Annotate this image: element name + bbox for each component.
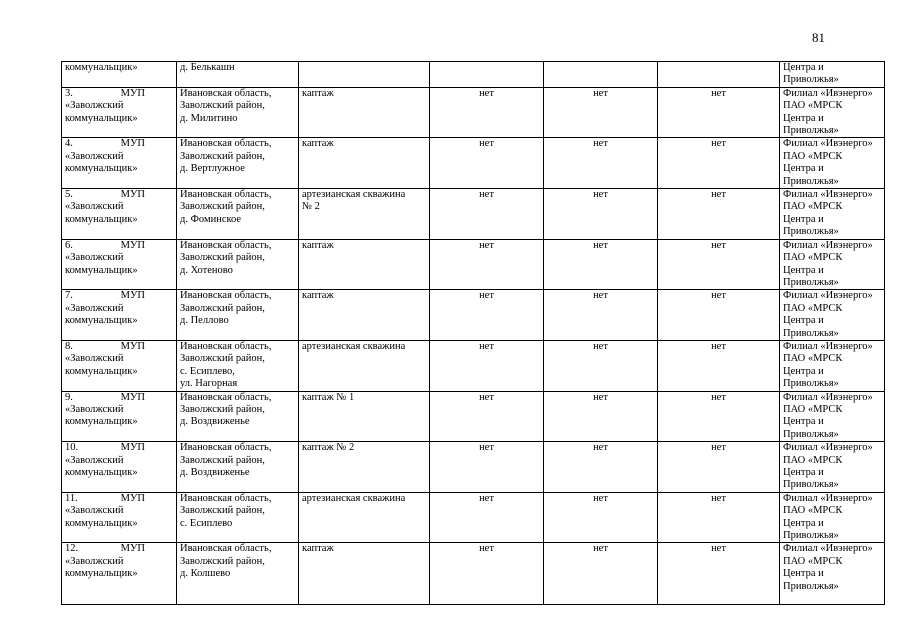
status-cell: нет — [544, 391, 658, 442]
status-cell: нет — [658, 442, 780, 493]
table-row — [62, 189, 885, 240]
owner-cell — [780, 543, 885, 605]
org-name-line: коммунальщик» — [65, 112, 138, 124]
owner-cell-line: Центра и — [783, 568, 824, 580]
address-cell-line: Заволжский район, — [180, 555, 265, 567]
address-cell-line: ул. Нагорная — [180, 378, 238, 390]
status-cell: нет — [658, 492, 780, 543]
status-cell: нет — [430, 87, 544, 138]
object-cell — [299, 138, 430, 189]
org-name-line: «Заволжский — [65, 150, 124, 162]
status-cell: нет — [658, 290, 780, 341]
owner-cell-line: ПАО «МРСК — [783, 555, 843, 567]
org-cell — [62, 290, 177, 341]
org-type: МУП — [120, 138, 145, 150]
owner-cell — [780, 62, 885, 88]
org-cell — [62, 340, 177, 391]
owner-cell — [780, 340, 885, 391]
row-number-line — [65, 240, 173, 252]
address-cell-line: д. Колшево — [180, 568, 231, 580]
org-name-line: коммунальщик» — [65, 365, 138, 377]
address-cell — [177, 87, 299, 138]
owner-cell-line: Центра и — [783, 163, 824, 175]
address-cell — [177, 138, 299, 189]
owner-cell-line: ПАО «МРСК — [783, 403, 843, 415]
row-number: 7. — [65, 290, 73, 302]
status-cell: нет — [544, 442, 658, 493]
owner-cell-line: Филиал «Ивэнерго» — [783, 239, 873, 251]
row-number: 11. — [65, 492, 78, 504]
object-cell-line: каптаж — [302, 87, 334, 99]
owner-cell-line: ПАО «МРСК — [783, 252, 843, 264]
address-cell-line: д. Вертлужное — [180, 163, 245, 175]
address-cell-line: Ивановская область, — [180, 492, 272, 504]
object-cell-line: артезианская скважина — [302, 189, 406, 201]
owner-cell-line: Филиал «Ивэнерго» — [783, 391, 873, 403]
address-cell-line: д. Воздвиженье — [180, 416, 250, 428]
row-number-line — [65, 189, 173, 201]
org-type: МУП — [120, 340, 145, 352]
org-name-line: «Заволжский — [65, 252, 124, 264]
owner-cell-line: ПАО «МРСК — [783, 505, 843, 517]
org-type: МУП — [120, 442, 145, 454]
org-name-line: коммунальщик» — [65, 467, 138, 478]
address-cell — [177, 543, 299, 605]
org-name-line: коммунальщик» — [65, 568, 138, 580]
owner-cell-line: Центра и — [783, 467, 824, 478]
org-name-line: коммунальщик» — [65, 264, 138, 276]
owner-cell-line: Филиал «Ивэнерго» — [783, 138, 873, 150]
address-cell-line: Ивановская область, — [180, 138, 272, 150]
org-type: МУП — [120, 239, 145, 251]
address-cell-line: Заволжский район, — [180, 252, 265, 264]
address-cell-line: Заволжский район, — [180, 353, 265, 365]
address-cell-line: Заволжский район, — [180, 505, 265, 517]
address-cell-line: д. Пеллово — [180, 315, 229, 327]
owner-cell — [780, 189, 885, 240]
row-number: 6. — [65, 239, 73, 251]
status-cell: нет — [658, 543, 780, 605]
row-number: 5. — [65, 189, 73, 201]
org-name-line: «Заволжский — [65, 302, 124, 314]
object-cell-line: каптаж № 1 — [302, 391, 355, 403]
owner-cell-line: Центра и — [783, 517, 824, 529]
address-cell-line: д. Хотеново — [180, 264, 233, 276]
address-cell-line: Ивановская область, — [180, 442, 272, 454]
address-cell-line: Ивановская область, — [180, 87, 272, 99]
table-body — [62, 62, 885, 605]
org-type: МУП — [120, 543, 145, 555]
org-cell — [62, 62, 177, 88]
owner-cell-line: Приволжья» — [783, 276, 839, 288]
object-cell-line: каптаж — [302, 239, 334, 251]
org-type: МУП — [120, 391, 145, 403]
owner-cell-line: Центра и — [783, 62, 824, 73]
address-cell-line: д. Воздвиженье — [180, 467, 250, 478]
org-name-line: коммунальщик» — [65, 213, 138, 225]
owner-cell-line: Филиал «Ивэнерго» — [783, 442, 873, 454]
object-cell — [299, 62, 430, 88]
owner-cell-line: Филиал «Ивэнерго» — [783, 543, 873, 555]
org-type: МУП — [120, 492, 145, 504]
owner-cell-line: Приволжья» — [783, 580, 839, 592]
owner-cell-line: Филиал «Ивэнерго» — [783, 87, 873, 99]
org-name-line: «Заволжский — [65, 555, 124, 567]
owner-cell — [780, 391, 885, 442]
table-row — [62, 138, 885, 189]
org-type: МУП — [120, 290, 145, 302]
org-cell — [62, 442, 177, 493]
owner-cell — [780, 290, 885, 341]
object-cell — [299, 543, 430, 605]
address-cell-line: Заволжский район, — [180, 100, 265, 112]
org-name-line: «Заволжский — [65, 100, 124, 112]
address-cell-line: д. Фоминское — [180, 213, 242, 225]
org-cell — [62, 391, 177, 442]
table-row — [62, 391, 885, 442]
owner-cell — [780, 87, 885, 138]
address-cell-line: Заволжский район, — [180, 302, 265, 314]
address-cell — [177, 391, 299, 442]
owner-cell-line: Филиал «Ивэнерго» — [783, 290, 873, 302]
row-number: 3. — [65, 87, 73, 99]
owner-cell-line: Филиал «Ивэнерго» — [783, 189, 873, 201]
owner-cell-line: ПАО «МРСК — [783, 353, 843, 365]
object-cell — [299, 189, 430, 240]
status-cell: нет — [544, 189, 658, 240]
address-cell-line: с. Есиплево — [180, 517, 233, 529]
status-cell: нет — [658, 189, 780, 240]
object-cell — [299, 290, 430, 341]
owner-cell-line: ПАО «МРСК — [783, 302, 843, 314]
status-cell: нет — [544, 290, 658, 341]
status-cell: нет — [544, 492, 658, 543]
address-cell — [177, 290, 299, 341]
status-cell: нет — [544, 543, 658, 605]
owner-cell — [780, 492, 885, 543]
address-cell — [177, 189, 299, 240]
owner-cell-line: Приволжья» — [783, 479, 839, 491]
row-number: 9. — [65, 391, 73, 403]
object-cell-line: каптаж — [302, 543, 334, 555]
owner-cell-line: ПАО «МРСК — [783, 100, 843, 112]
facilities-table — [61, 61, 885, 605]
address-cell-line: Ивановская область, — [180, 543, 272, 555]
address-cell — [177, 239, 299, 290]
status-cell: нет — [658, 87, 780, 138]
address-cell-line: Ивановская область, — [180, 340, 272, 352]
owner-cell-line: Приволжья» — [783, 175, 839, 187]
owner-cell — [780, 239, 885, 290]
status-cell: нет — [544, 239, 658, 290]
owner-cell-line: Приволжья» — [783, 125, 839, 137]
status-cell: нет — [658, 138, 780, 189]
owner-cell-line: ПАО «МРСК — [783, 201, 843, 213]
row-number-line — [65, 290, 173, 302]
owner-cell-line: Центра и — [783, 416, 824, 428]
row-number-line — [65, 543, 173, 555]
org-cell — [62, 543, 177, 605]
org-cell — [62, 87, 177, 138]
org-name-line: коммунальщик» — [65, 315, 138, 327]
org-name-line: «Заволжский — [65, 201, 124, 213]
object-cell — [299, 340, 430, 391]
row-number-line — [65, 392, 173, 404]
row-number-line — [65, 493, 173, 505]
org-name-line: «Заволжский — [65, 403, 124, 415]
table-row — [62, 62, 885, 88]
owner-cell-line: Приволжья» — [783, 226, 839, 238]
object-cell-line: каптаж — [302, 290, 334, 302]
org-name-line: «Заволжский — [65, 454, 124, 466]
owner-cell-line: Приволжья» — [783, 428, 839, 440]
owner-cell-line: Приволжья» — [783, 327, 839, 339]
org-name-line: коммунальщик» — [65, 416, 138, 428]
owner-cell — [780, 138, 885, 189]
status-cell — [658, 62, 780, 88]
org-name-line: коммунальщик» — [65, 163, 138, 175]
owner-cell-line: Центра и — [783, 264, 824, 276]
owner-cell-line: Центра и — [783, 213, 824, 225]
owner-cell-line: Центра и — [783, 315, 824, 327]
address-cell-line: Заволжский район, — [180, 454, 265, 466]
row-number-line — [65, 341, 173, 353]
address-cell-line: д. Милитино — [180, 112, 238, 124]
address-cell — [177, 442, 299, 493]
object-cell-line: артезианская скважина — [302, 492, 406, 504]
object-cell-line: каптаж — [302, 138, 334, 150]
address-cell-line: Заволжский район, — [180, 201, 265, 213]
owner-cell-line: Приволжья» — [783, 378, 839, 390]
table-row — [62, 340, 885, 391]
address-cell-line: Ивановская область, — [180, 189, 272, 201]
status-cell: нет — [658, 391, 780, 442]
row-number-line — [65, 138, 173, 150]
table-row — [62, 290, 885, 341]
org-cell — [62, 492, 177, 543]
address-cell-line: Заволжский район, — [180, 403, 265, 415]
address-cell — [177, 340, 299, 391]
table-row — [62, 492, 885, 543]
table-row — [62, 442, 885, 493]
address-cell-line: Ивановская область, — [180, 391, 272, 403]
status-cell: нет — [544, 87, 658, 138]
row-number: 4. — [65, 138, 73, 150]
status-cell: нет — [430, 391, 544, 442]
table-row — [62, 543, 885, 605]
org-name-line: «Заволжский — [65, 353, 124, 365]
org-type: МУП — [120, 87, 145, 99]
object-cell-line: артезианская скважина — [302, 340, 406, 352]
org-cell — [62, 138, 177, 189]
org-name-line: «Заволжский — [65, 505, 124, 517]
status-cell: нет — [430, 138, 544, 189]
address-cell-line: с. Есиплево, — [180, 365, 235, 377]
address-cell-line: Ивановская область, — [180, 239, 272, 251]
table-row — [62, 239, 885, 290]
row-number: 8. — [65, 340, 73, 352]
row-number: 12. — [65, 543, 79, 555]
org-cell — [62, 239, 177, 290]
owner-cell-line: Приволжья» — [783, 530, 839, 542]
page-number: 81 — [812, 30, 825, 45]
address-cell — [177, 492, 299, 543]
status-cell: нет — [430, 189, 544, 240]
object-cell — [299, 492, 430, 543]
status-cell: нет — [430, 492, 544, 543]
status-cell: нет — [430, 543, 544, 605]
status-cell: нет — [544, 138, 658, 189]
owner-cell — [780, 442, 885, 493]
address-cell-line: д. Белькашн — [180, 62, 235, 73]
org-cell — [62, 189, 177, 240]
status-cell: нет — [658, 340, 780, 391]
status-cell: нет — [430, 239, 544, 290]
status-cell: нет — [430, 340, 544, 391]
object-cell — [299, 391, 430, 442]
org-name-line: коммунальщик» — [65, 62, 138, 73]
object-cell — [299, 87, 430, 138]
address-cell-line: Заволжский район, — [180, 150, 265, 162]
status-cell: нет — [430, 290, 544, 341]
owner-cell-line: Центра и — [783, 365, 824, 377]
status-cell: нет — [430, 442, 544, 493]
org-name-line: коммунальщик» — [65, 517, 138, 529]
row-number: 10. — [65, 442, 79, 454]
owner-cell-line: Приволжья» — [783, 74, 839, 86]
owner-cell-line: ПАО «МРСК — [783, 454, 843, 466]
object-cell — [299, 239, 430, 290]
status-cell: нет — [544, 340, 658, 391]
status-cell — [544, 62, 658, 88]
owner-cell-line: ПАО «МРСК — [783, 150, 843, 162]
table-row — [62, 87, 885, 138]
owner-cell-line: Филиал «Ивэнерго» — [783, 492, 873, 504]
object-cell-line: каптаж № 2 — [302, 442, 355, 454]
address-cell-line: Ивановская область, — [180, 290, 272, 302]
status-cell: нет — [658, 239, 780, 290]
status-cell — [430, 62, 544, 88]
owner-cell-line: Центра и — [783, 112, 824, 124]
org-type: МУП — [120, 189, 145, 201]
owner-cell-line: Филиал «Ивэнерго» — [783, 340, 873, 352]
row-number-line — [65, 88, 173, 100]
address-cell — [177, 62, 299, 88]
object-cell — [299, 442, 430, 493]
object-cell-line: № 2 — [302, 201, 320, 213]
row-number-line — [65, 442, 173, 454]
